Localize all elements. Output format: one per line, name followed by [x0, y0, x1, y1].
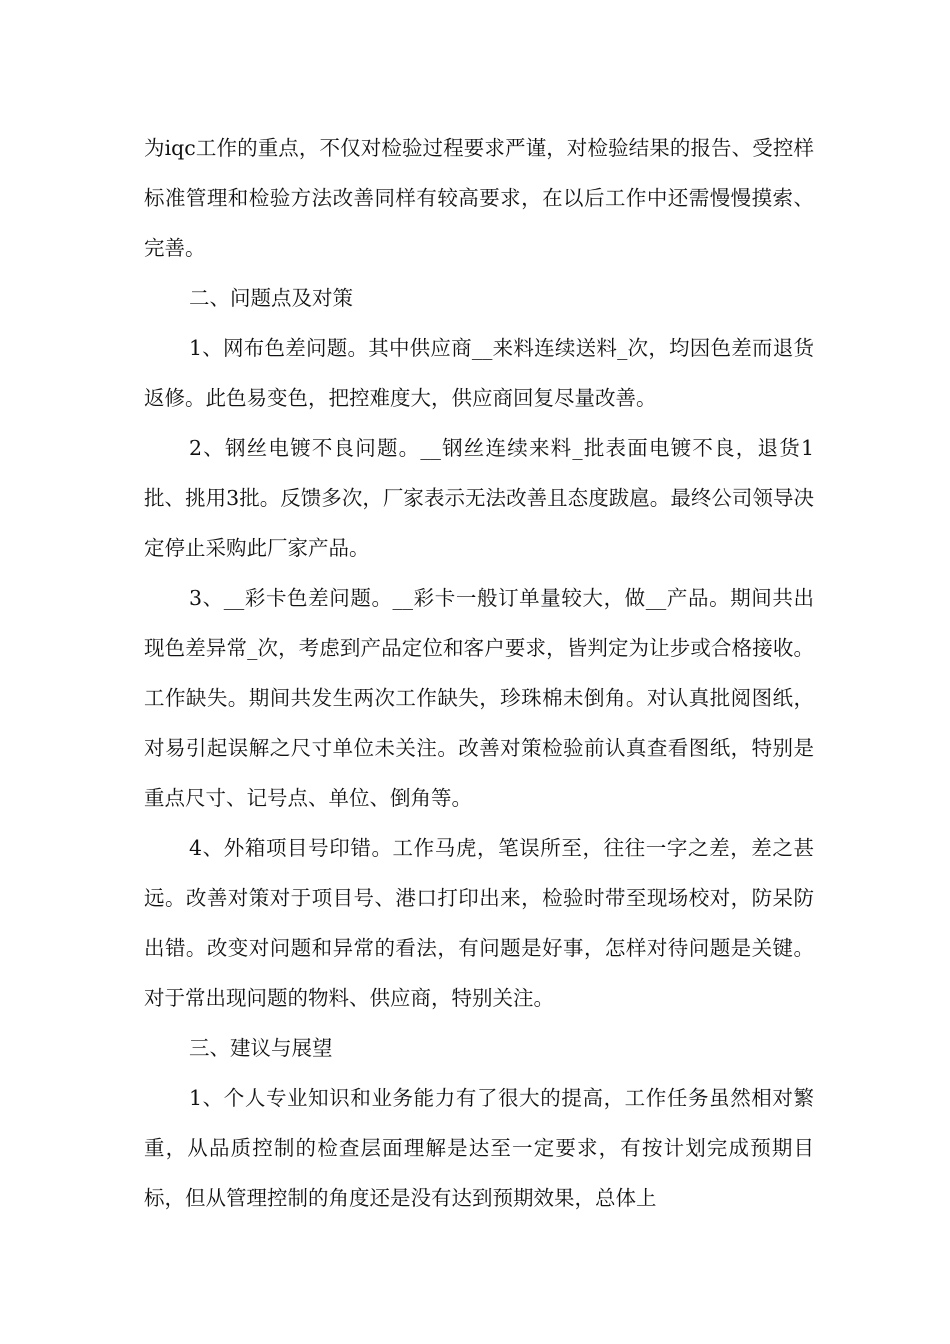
paragraph-suggestion-1: 1、个人专业知识和业务能力有了很大的提高，工作任务虽然相对繁重，从品质控制的检查层面理解是达至一定要求，有按计划完成预期目标，但从管理控制的角度还是没有达到预期效果，总体上: [144, 1086, 814, 1210]
paragraph-item-1: 1、网布色差问题。其中供应商__来料连续送料_次，均因色差而退货返修。此色易变色，把控难度大，供应商回复尽量改善。: [144, 336, 814, 410]
paragraph-item-4: 4、外箱项目号印错。工作马虎，笔误所至，往往一字之差，差之甚远。改善对策对于项目号、港口打印出来，检验时带至现场校对，防呆防出错。改变对问题和异常的看法，有问题是好事，怎样对待问题是关键。对于常出现问题的物料、供应商，特别关注。: [144, 836, 814, 1010]
section-heading-suggestions: 三、建议与展望: [189, 1036, 333, 1060]
paragraph-item-3: 3、__彩卡色差问题。__彩卡一般订单量较大，做__产品。期间共出现色差异常_次，考虑到产品定位和客户要求，皆判定为让步或合格接收。工作缺失。期间共发生两次工作缺失，珍珠棉未倒角。对认真批阅图纸，对易引起误解之尺寸单位未关注。改善对策检验前认真查看图纸，特别是重点尺寸、记号点、单位、倒角等。: [144, 586, 814, 810]
paragraph-continuation: 为iqc工作的重点，不仅对检验过程要求严谨，对检验结果的报告、受控样标准管理和检验方法改善同样有较高要求，在以后工作中还需慢慢摸索、完善。: [144, 136, 814, 260]
paragraph-item-2: 2、钢丝电镀不良问题。__钢丝连续来料_批表面电镀不良，退货1批、挑用3批。反馈多次，厂家表示无法改善且态度跋扈。最终公司领导决定停止采购此厂家产品。: [144, 436, 814, 560]
document-body: [144, 123, 814, 1223]
section-heading-problems: 二、问题点及对策: [189, 286, 353, 310]
